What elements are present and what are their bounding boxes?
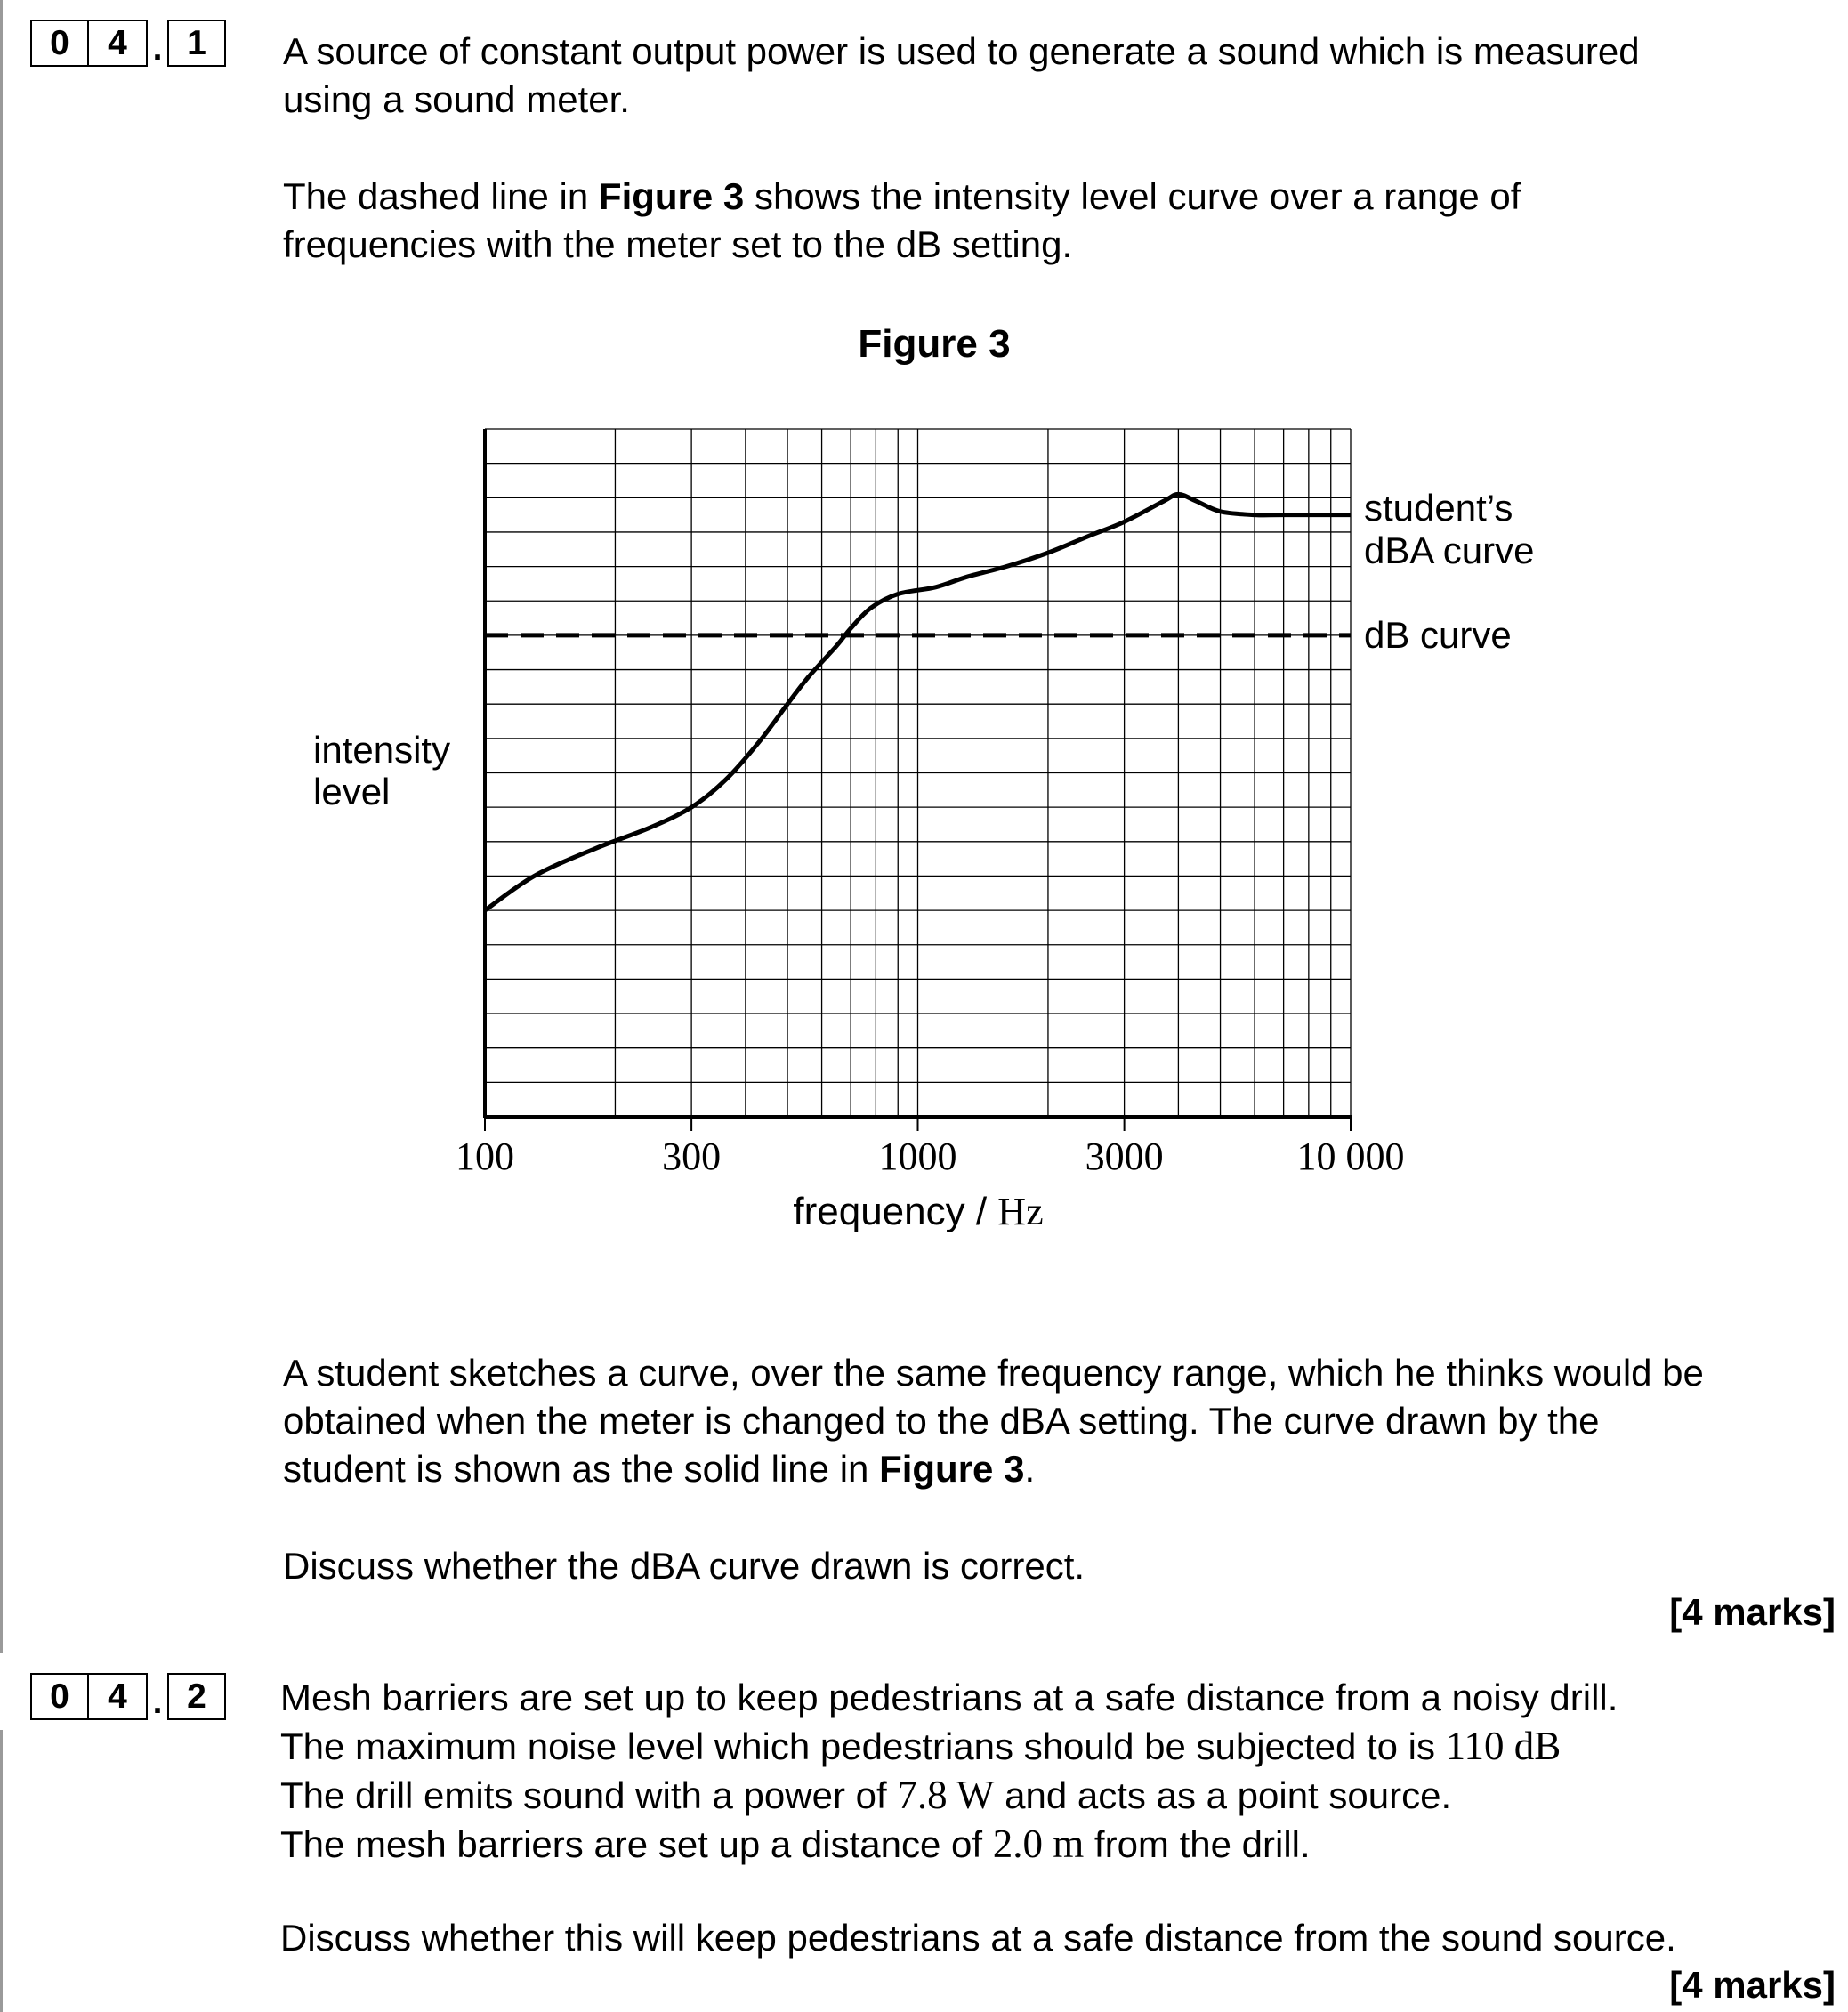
q2-line1: Mesh barriers are set up to keep pedestrians at a safe distance from a noisy drill.: [280, 1677, 1618, 1718]
q2-body: [280, 1674, 1618, 1869]
y-axis-label-line1: intensity: [313, 729, 451, 771]
question-digit-box: 4: [89, 1673, 148, 1720]
student-curve-label-line2: dBA curve: [1364, 529, 1535, 571]
q1-marks: [4 marks]: [1669, 1591, 1836, 1633]
q2-marks: [4 marks]: [1669, 1964, 1836, 2006]
q1-description-line2: frequencies with the meter set to the dB setting.: [283, 223, 1073, 265]
chart-grid: [485, 429, 1351, 1117]
q2-line4: The mesh barriers are set up a distance of 2.0 m from the drill.: [280, 1822, 1311, 1866]
question-number-dot: .: [152, 29, 163, 68]
x-tick-label: 10 000: [1296, 1135, 1405, 1178]
x-tick-label: 100: [456, 1135, 514, 1178]
margin-rule-bottom: [0, 1730, 3, 2012]
q1-intro-line1: A source of constant output power is used to generate a sound which is measured: [283, 30, 1640, 72]
x-axis-label: frequency / Hz: [793, 1190, 1044, 1233]
question-digit-box: 0: [30, 1673, 89, 1720]
q2-task: Discuss whether this will keep pedestrians at a safe distance from the sound source.: [280, 1917, 1676, 1959]
q1-description-line1: The dashed line in Figure 3 shows the intensity level curve over a range of: [283, 175, 1521, 217]
q1-student-line1: A student sketches a curve, over the same frequency range, which he thinks would be: [283, 1352, 1704, 1394]
q1-task: Discuss whether the dBA curve drawn is correct.: [283, 1545, 1085, 1587]
question-digit-box: 4: [89, 20, 148, 67]
q1-student-paragraph: [283, 1349, 1704, 1493]
question-number-04-2: [30, 1673, 226, 1720]
x-tick-label: 300: [662, 1135, 722, 1178]
question-digit-box: 0: [30, 20, 89, 67]
figure-title: Figure 3: [858, 322, 1011, 366]
x-tick-label: 3000: [1085, 1135, 1164, 1178]
x-ticks: [456, 1117, 1405, 1178]
x-tick-label: 1000: [878, 1135, 957, 1178]
question-number-dot: .: [152, 1683, 163, 1721]
q1-student-line2: obtained when the meter is changed to the dBA setting. The curve drawn by the: [283, 1400, 1600, 1442]
q1-student-line3: student is shown as the solid line in Figure 3.: [283, 1448, 1036, 1490]
q1-intro-line2: using a sound meter.: [283, 78, 630, 120]
y-axis-label-line2: level: [313, 771, 391, 812]
db-curve-label: dB curve: [1364, 614, 1512, 656]
q2-line3: The drill emits sound with a power of 7.8 W and acts as a point source.: [280, 1773, 1452, 1817]
question-part-box: 1: [167, 20, 226, 67]
q2-line2: The maximum noise level which pedestrians should be subjected to is 110 dB: [280, 1724, 1562, 1768]
student-curve-label-line1: student’s: [1364, 487, 1513, 529]
question-part-box: 2: [167, 1673, 226, 1720]
